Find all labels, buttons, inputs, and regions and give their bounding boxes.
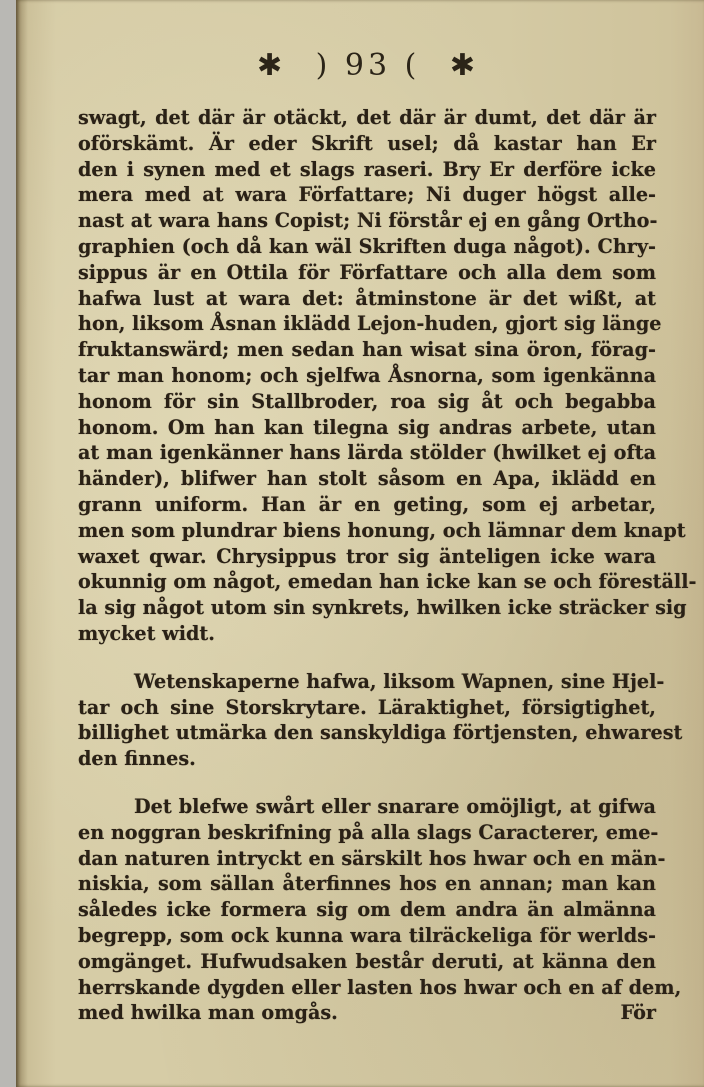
catchword: För [620, 1001, 656, 1025]
text-line: at man igenkänner hans lärda stölder (hwilket ej ofta [78, 441, 656, 465]
paragraph-spacer [78, 772, 656, 794]
last-line-with-catchword [78, 1000, 656, 1026]
text-line: tar och sine Storskrytare. Läraktighet, försigtighet, [78, 695, 656, 719]
text-line: honom för sin Stallbroder, roa sig åt och begabba [78, 389, 656, 413]
text-line: Wetenskaperne hafwa, liksom Wapnen, sine Hjel- [134, 669, 665, 693]
text-line: la sig något utom sin synkrets, hwilken icke sträcker sig [78, 596, 687, 620]
page-number: ) 93 ( [315, 48, 421, 83]
text-line: waxet qwar. Chrysippus tror sig änteligen icke wara [78, 544, 656, 568]
text-line: grann uniform. Han är en geting, som ej arbetar, [78, 492, 656, 516]
book-page [16, 0, 704, 1087]
text-line: oförskämt. Är eder Skrift usel; då kastar han Er [78, 131, 656, 155]
text-line: den finnes. [78, 747, 196, 771]
paragraph-1 [78, 105, 697, 647]
text-line: fruktanswärd; men sedan han wisat sina öron, förag- [78, 338, 656, 362]
text-line: nast at wara hans Copist; Ni förstår ej en gång Ortho- [78, 209, 658, 233]
text-line: dan naturen intryckt en särskilt hos hwar och en män- [78, 846, 666, 870]
body-text [78, 105, 697, 1026]
text-line: omgänget. Hufwudsaken består deruti, at känna den [78, 949, 656, 973]
text-line: men som plundrar biens honung, och lämnar dem knapt [78, 518, 686, 542]
text-line: den i synen med et slags raseri. Bry Er derföre icke [78, 157, 656, 181]
text-line: en noggran beskrifning på alla slags Caracterer, eme- [78, 820, 659, 844]
text-line: herrskande dygden eller lasten hos hwar och en af dem, [78, 975, 682, 999]
text-line: honom. Om han kan tilegna sig andras arbete, utan [78, 415, 656, 439]
paragraph-3 [78, 794, 682, 1026]
ornament-left-icon: ✱ [256, 48, 287, 83]
text-line: Det blefwe swårt eller snarare omöjligt, at gifwa [134, 794, 656, 818]
paragraph-spacer [78, 647, 656, 669]
text-line: hon, liksom Åsnan iklädd Lejon-huden, gjort sig länge [78, 312, 662, 336]
text-line: mera med at wara Författare; Ni duger högst alle- [78, 183, 656, 207]
text-line: mycket widt. [78, 621, 215, 645]
text-line: således icke formera sig om dem andra än almänna [78, 898, 656, 922]
text-line: hafwa lust at wara det: åtminstone är det wißt, at [78, 286, 656, 310]
text-line: händer), blifwer han stolt såsom en Apa, iklädd en [78, 467, 656, 491]
text-line: tar man honom; och sjelfwa Åsnorna, som igenkänna [78, 363, 656, 387]
text-line: sippus är en Ottila för Författare och alla dem som [78, 260, 656, 284]
running-head [16, 48, 704, 83]
text-line: med hwilka man omgås. [78, 1001, 338, 1025]
text-line: okunnig om något, emedan han icke kan se och föreställ- [78, 570, 697, 594]
text-line: begrepp, som ock kunna wara tilräckeliga för werlds- [78, 923, 656, 947]
paragraph-2 [78, 669, 683, 772]
text-line: billighet utmärka den sanskyldiga förtjensten, ehwarest [78, 721, 683, 745]
ornament-right-icon: ✱ [449, 48, 480, 83]
text-line: niskia, som sällan återfinnes hos en annan; man kan [78, 872, 656, 896]
text-line: graphien (och då kan wäl Skriften duga något). Chry- [78, 234, 656, 258]
text-line: swagt, det där är otäckt, det där är dumt, det där är [78, 106, 656, 129]
